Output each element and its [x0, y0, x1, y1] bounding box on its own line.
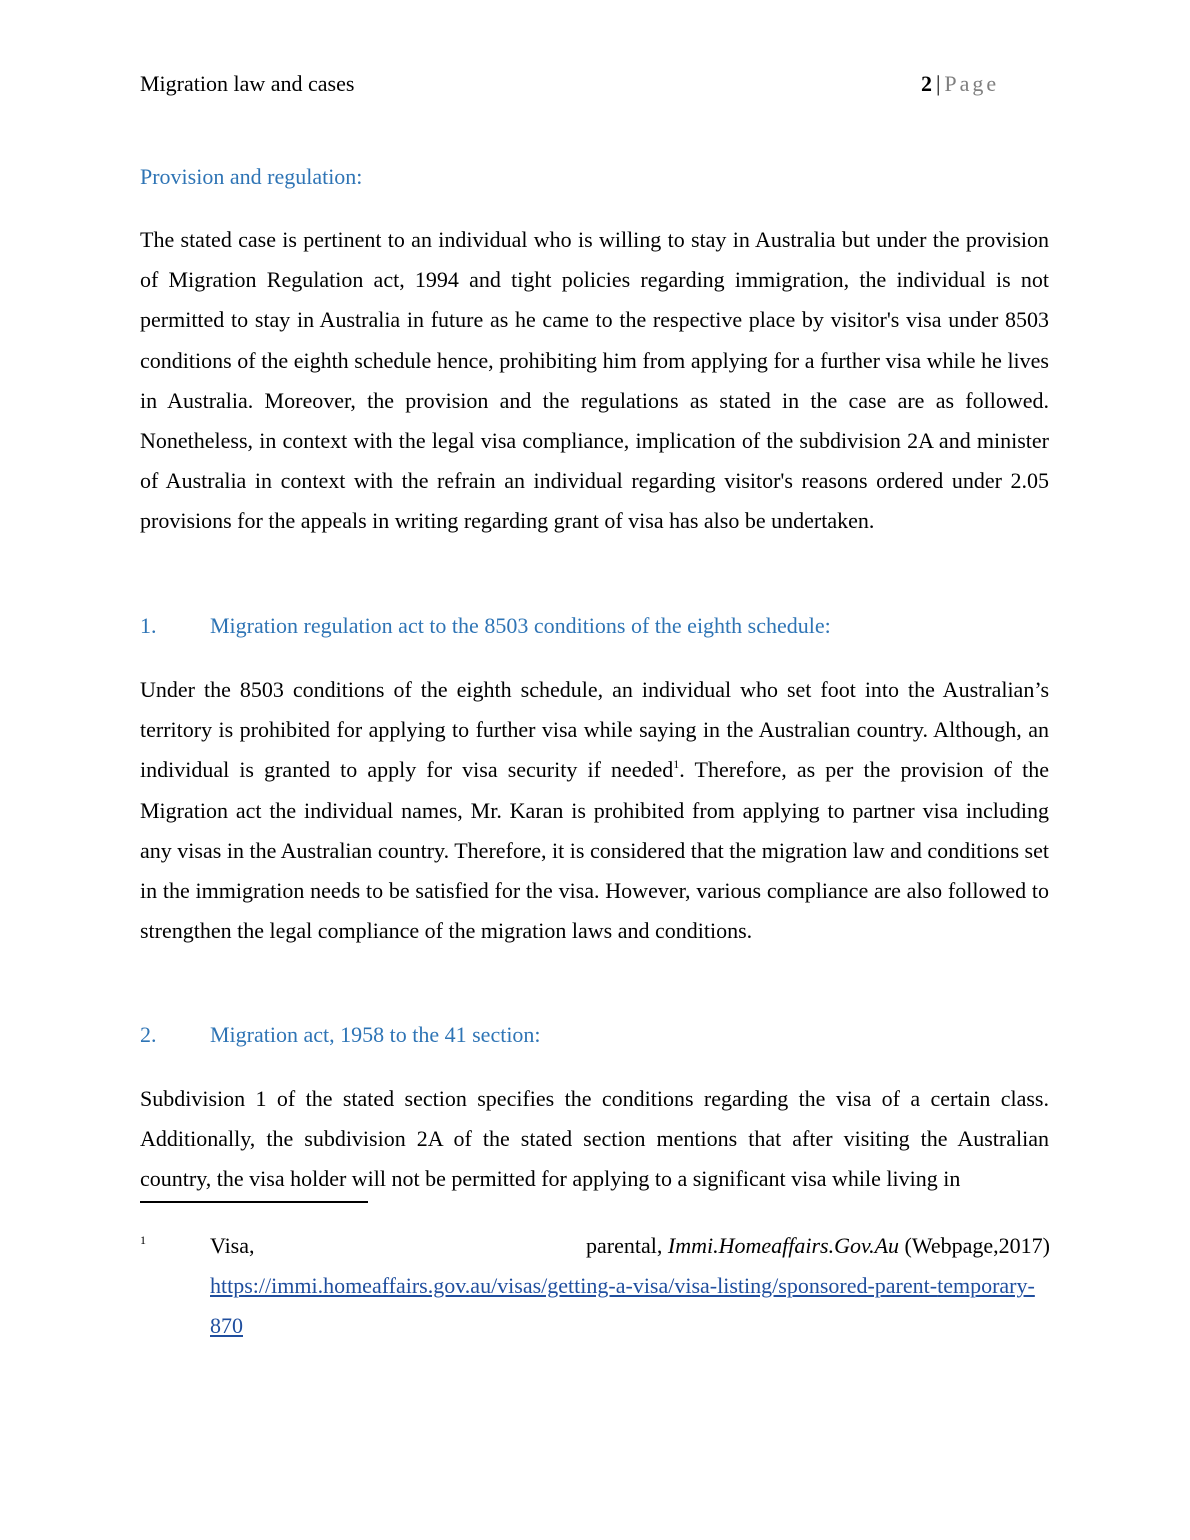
page-word: Page — [944, 71, 1000, 96]
paragraph-section-1-part-a: Under the 8503 conditions of the eighth schedule, an individual who set foot into the Australian’s territory is prohibited for applying to further visa while saying in the Australian country. Although, an individual is granted to apply for visa security if needed — [140, 677, 1049, 783]
footnote-separator — [140, 1201, 368, 1203]
heading-section-2-number: 2. — [140, 1022, 157, 1047]
footnote-text — [210, 1226, 1050, 1347]
heading-section-1-number: 1. — [140, 613, 157, 638]
footnote-link[interactable]: https://immi.homeaffairs.gov.au/visas/getting-a-visa/visa-listing/sponsored-parent-temporary-870 — [210, 1273, 1035, 1339]
header-page-number — [921, 70, 999, 98]
footnote-middle: parental, — [586, 1233, 663, 1258]
paragraph-section-1-part-b: . Therefore, as per the provision of the Migration act the individual names, Mr. Karan is prohibited from applying to partner visa including any visas in the Australian country. Therefore, it is considered that the migration law and conditions set in the immigration needs to be satisfied for the visa. However, various compliance are also followed to strengthen the legal compliance of the migration laws and conditions. — [140, 757, 1049, 944]
heading-section-1-text: Migration regulation act to the 8503 conditions of the eighth schedule: — [210, 613, 831, 638]
footnote-reference[interactable]: 1 — [673, 757, 680, 772]
footnote-citation — [210, 1226, 1050, 1266]
page-number: 2 — [921, 71, 932, 96]
heading-section-1 — [140, 612, 831, 640]
paragraph-intro: The stated case is pertinent to an individual who is willing to stay in Australia but under the provision of Migration Regulation act, 1994 and tight policies regarding immigration, the individual is not permitted to stay in Australia in future as he came to the respective place by visitor's visa under 8503 conditions of the eighth schedule hence, prohibiting him from applying for a further visa while he lives in Australia. Moreover, the provision and the regulations as stated in the case are as followed. Nonetheless, in context with the legal visa compliance, implication of the subdivision 2A and minister of Australia in context with the refrain an individual regarding visitor's reasons ordered under 2.05 provisions for the appeals in writing regarding grant of visa has also be undertaken. — [140, 227, 1049, 534]
footnote-tail: (Webpage,2017) — [904, 1233, 1050, 1258]
paragraph-section-2: Subdivision 1 of the stated section specifies the conditions regarding the visa of a certain class. Additionally, the subdivision 2A of the stated section mentions that after visiting the Australian country, the visa holder will not be permitted for applying to a significant visa while living in — [140, 1086, 1049, 1192]
heading-section-2 — [140, 1021, 541, 1049]
footnote-source — [586, 1226, 1050, 1266]
heading-provision-regulation: Provision and regulation: — [140, 164, 363, 189]
heading-section-2-text: Migration act, 1958 to the 41 section: — [210, 1022, 541, 1047]
page-separator: | — [936, 71, 941, 96]
footnote-lead: Visa, — [210, 1233, 255, 1258]
footnote-mark: 1 — [140, 1233, 146, 1247]
paragraph-section-1 — [140, 670, 1049, 951]
header-title: Migration law and cases — [140, 71, 355, 96]
footnote-site: Immi.Homeaffairs.Gov.Au — [667, 1233, 900, 1258]
